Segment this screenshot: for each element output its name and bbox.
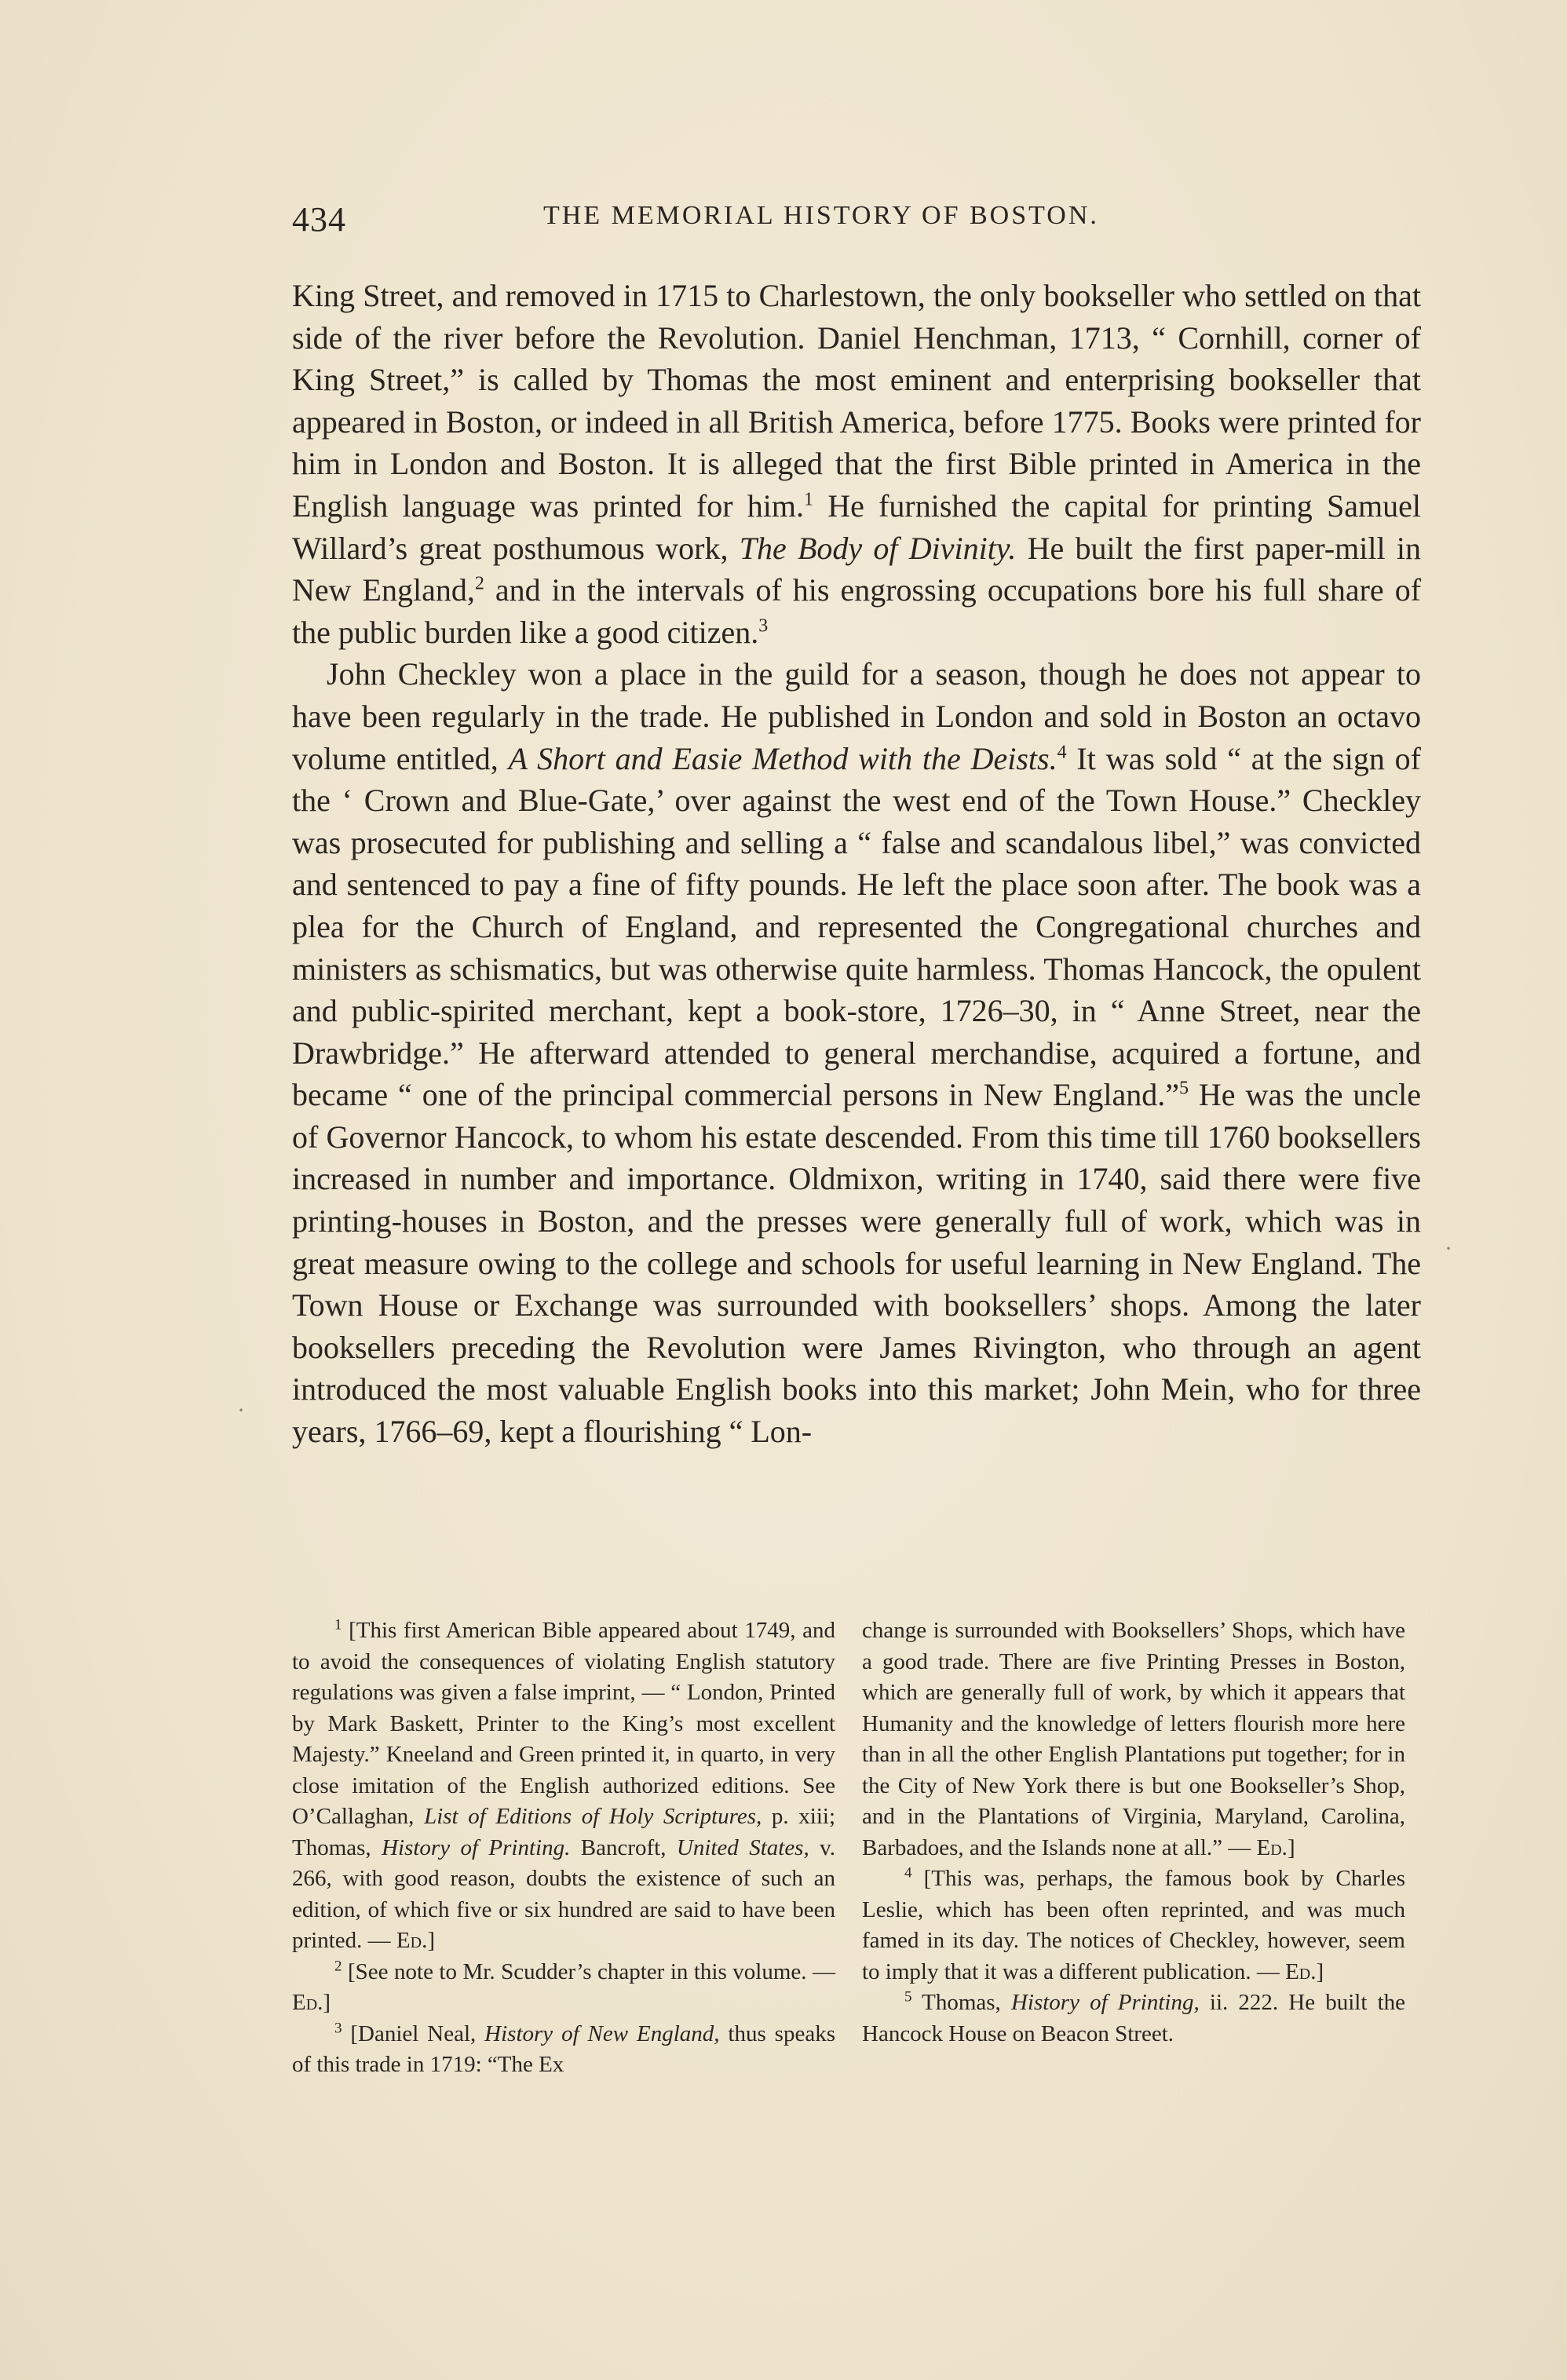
footnote-2 (292, 1957, 835, 2019)
editor-mark: Ed. (1256, 1834, 1288, 1860)
text-run: ] (1287, 1834, 1295, 1860)
footnote-number: 1 (334, 1616, 342, 1634)
text-run: ii. 222. He built the Hancock House on Beacon Street. (862, 1990, 1406, 2046)
paragraph-henchman (292, 275, 1421, 653)
book-title-body-of-divinity: The Body of Divinity. (739, 530, 1017, 566)
footnote-3 (292, 2019, 835, 2081)
editor-mark: Ed. (396, 1928, 428, 1953)
main-text (292, 275, 1421, 1453)
footnote-1 (292, 1615, 835, 1957)
paragraph-checkley (292, 653, 1421, 1452)
text-run: thus speaks of this trade in 1719: “The Ex (292, 2020, 835, 2077)
footnote-number: 5 (904, 1988, 912, 2006)
footnote-4 (862, 1863, 1405, 1988)
cited-title: United States, (676, 1834, 809, 1860)
text-run: [This was, perhaps, the famous book by Charles Leslie, which has been often reprinted, and was much famed in its day. The notices of Checkley, however, seem to imply that it was a different publication. — (862, 1866, 1405, 1984)
footnote-number: 2 (334, 1957, 342, 1974)
text-run: [This first American Bible appeared about 1749, and to avoid the consequences of violating English statutory regulations was given a false imprint, — “ London, Printed by Mark Baskett, Printer to the King’s most excellent Majesty.” Kneeland and Green printed it, in quarto, in very close imitation of the English authorized editions. See O’Callaghan, (292, 1618, 835, 1829)
text-run: [See note to Mr. Scudder’s chapter in this volume. — (342, 1958, 835, 1984)
text-run: It was sold “ at the sign of the ‘ Crown and Blue-Gate,’ over against the west end of the Town House.” Checkley was prosecuted for publishing and selling a “ false and scandalous libel,” was convicted and sentenced to pay a fine of fifty pounds. He left the place soon after. The book was a plea for the Church of England, and represented the Congregational churches and ministers as schismatics, but was otherwise quite harmless. Thomas Hancock, the opulent and public-spirited merchant, kept a book-store, 1726–30, in “ Anne Street, near the Drawbridge.” He afterward attended to general merchandise, acquired a fortune, and became “ one of the principal commercial persons in New England.” (292, 740, 1421, 1113)
text-run: p. xiii; Thomas, (292, 1804, 836, 1860)
text-run: He was the uncle of Governor Hancock, to whom his estate descended. From this time till 1760 booksellers increased in number and importance. Oldmixon, writing in 1740, said there were five printing-houses in Boston, and the presses were generally full of work, which was in great measure owing to the college and schools for useful learning in New England. The Town House or Exchange was surrounded with booksellers’ shops. Among the later booksellers preceding the Revolution were James Rivington, who through an agent introduced the most valuable English books into this market; John Mein, who for three years, 1766–69, kept a flourishing “ Lon- (292, 1077, 1421, 1450)
text-run: [Daniel Neal, (342, 2020, 485, 2046)
margin-speck: · (237, 1397, 245, 1423)
footnote-ref-3: 3 (758, 615, 769, 637)
footnote-column-right (862, 1615, 1405, 2050)
margin-speck: · (1445, 1236, 1452, 1261)
page-number: 434 (292, 200, 346, 239)
editor-mark: Ed. (1285, 1958, 1317, 1984)
cited-title: History of New England, (484, 2020, 720, 2046)
footnote-ref-4: 4 (1057, 742, 1067, 763)
book-title-short-method: A Short and Easie Method with the Deists. (508, 740, 1057, 776)
text-run: He built the first paper-mill in New England, (292, 530, 1421, 608)
footnote-ref-5: 5 (1178, 1078, 1189, 1099)
text-run: Thomas, (911, 1990, 1011, 2015)
running-title: THE MEMORIAL HISTORY OF BOSTON. (543, 201, 1099, 230)
footnote-column-left (292, 1615, 835, 2081)
footnote-5 (862, 1988, 1405, 2050)
text-run: ] (1316, 1958, 1324, 1984)
cited-title: History of Printing. (382, 1834, 571, 1860)
text-run: and in the intervals of his engrossing occupations bore his full share of the public burden like a good citizen. (292, 572, 1422, 650)
text-run: v. 266, with good reason, doubts the existence of such an edition, of which five or six hundred are said to have been printed. — (292, 1834, 835, 1953)
footnote-ref-1: 1 (804, 489, 814, 510)
text-run: King Street, and removed in 1715 to Charlestown, the only bookseller who settled on that side of the river before the Revolution. Daniel Henchman, 1713, “ Cornhill, corner of King Street,” is called by Thomas the most eminent and enterprising bookseller that appeared in Boston, or indeed in all British America, before 1775. Books were printed for him in London and Boston. It is alleged that the first Bible printed in America in the English language was printed for him. (292, 278, 1421, 524)
text-run: He furnished the capital for printing Samuel Willard’s great posthumous work, (292, 487, 1421, 566)
text-run: ] (427, 1928, 435, 1953)
text-run: Bancroft, (570, 1834, 677, 1860)
footnotes (292, 1615, 1421, 2149)
footnote-3-continued (862, 1615, 1405, 1863)
text-run: ] (323, 1990, 331, 2015)
cited-title: List of Editions of Holy Scriptures, (424, 1804, 762, 1829)
page-header (292, 195, 1421, 250)
text-run: change is surrounded with Booksellers’ Shops, which have a good trade. There are five Printing Presses in Boston, which are generally full of work, by which it appears that Humanity and the knowledge of letters flourish more here than in all the other English Plantations put together; for in the City of New York there is but one Bookseller’s Shop, and in the Plantations of Virginia, Maryland, Carolina, Barbadoes, and the Islands none at all.” — (862, 1618, 1405, 1860)
editor-mark: Ed. (292, 1990, 323, 2015)
footnote-number: 4 (904, 1864, 912, 1882)
footnote-ref-2: 2 (474, 573, 484, 594)
footnote-number: 3 (334, 2019, 342, 2036)
text-run: John Checkley won a place in the guild for a season, though he does not appear to have been regularly in the trade. He published in London and sold in Boston an octavo volume entitled, (292, 656, 1421, 776)
cited-title: History of Printing, (1010, 1990, 1200, 2015)
